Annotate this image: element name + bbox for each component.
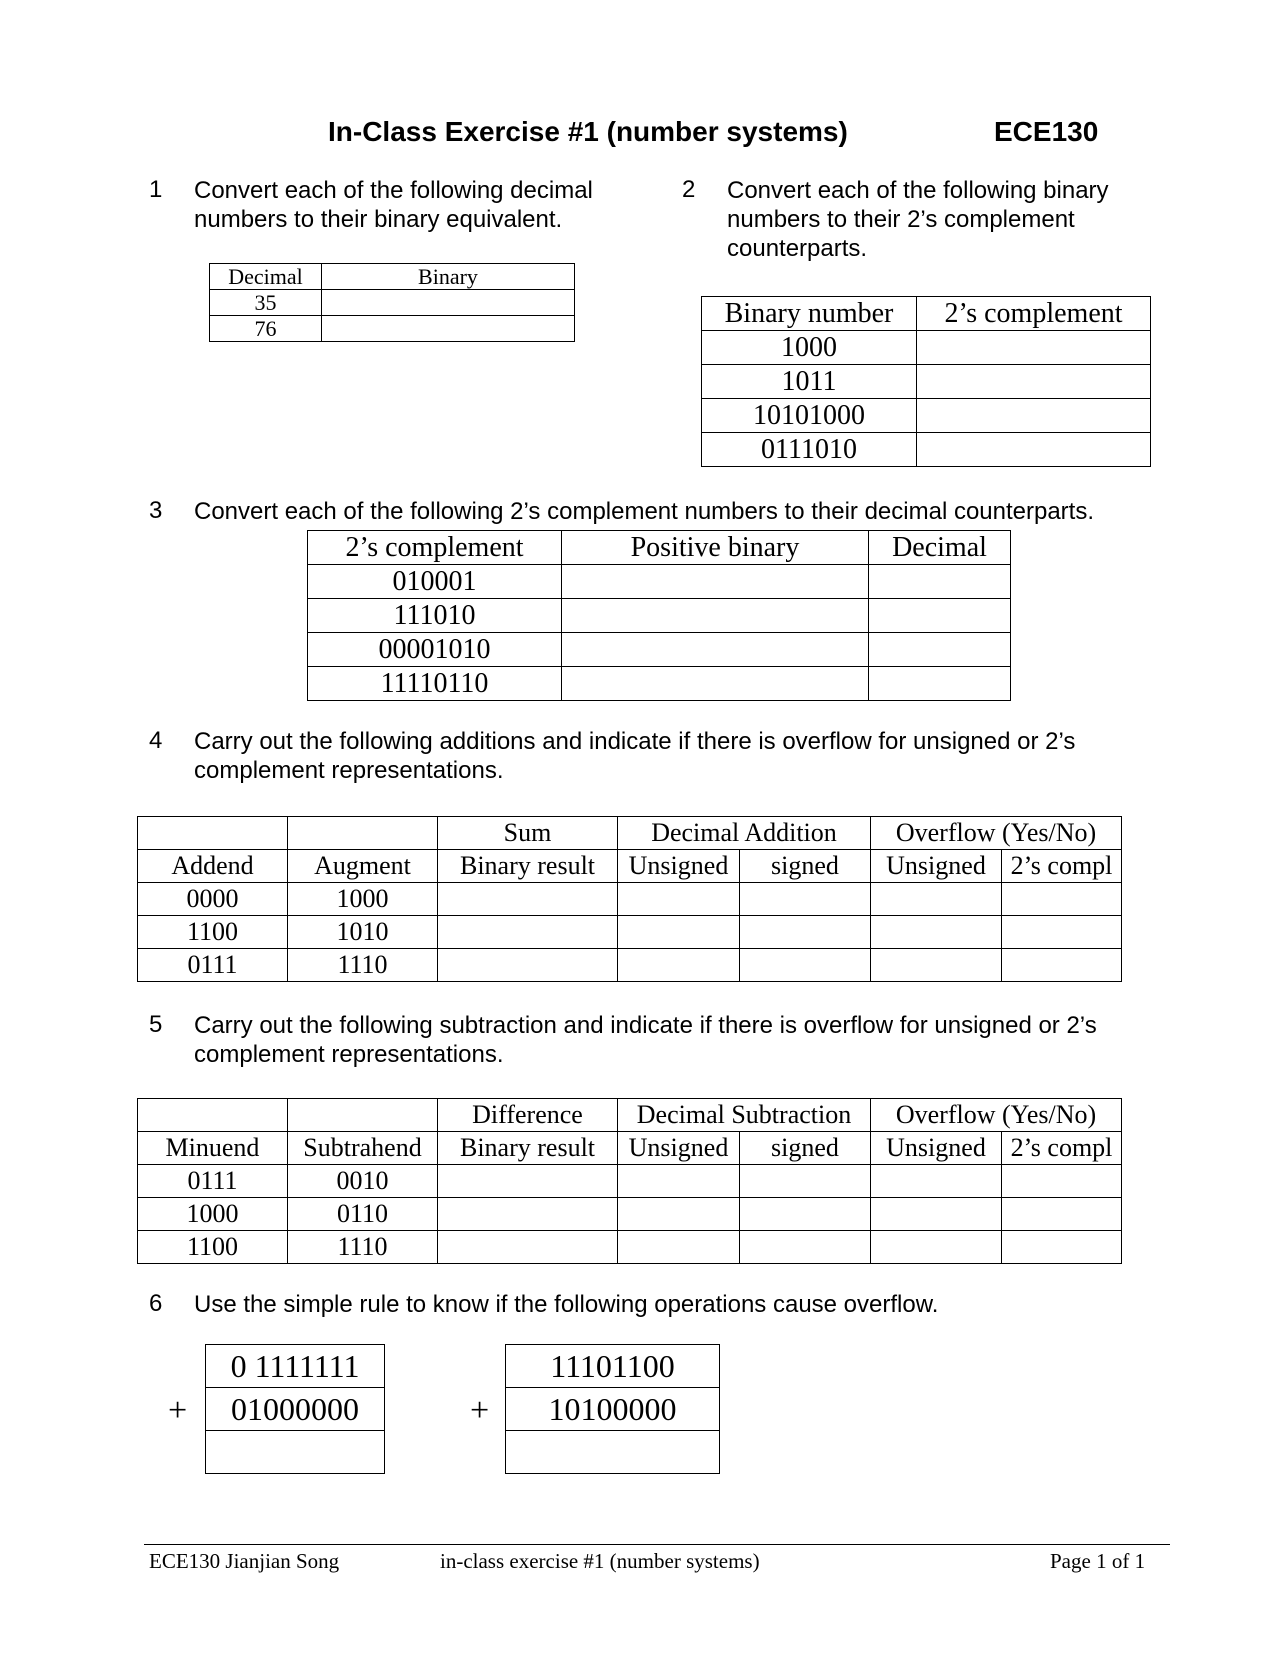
answer-cell[interactable]: [1002, 1231, 1122, 1264]
footer-title: in-class exercise #1 (number systems): [440, 1549, 760, 1573]
answer-cell[interactable]: [740, 883, 871, 916]
answer-cell[interactable]: [618, 916, 740, 949]
answer-cell[interactable]: [438, 916, 618, 949]
table-row: [308, 633, 1011, 667]
table-header: Binary result: [438, 1132, 618, 1165]
table-header: 2’s compl: [1002, 850, 1122, 883]
table-header: Overflow (Yes/No): [871, 817, 1122, 850]
table-cell: 35: [210, 290, 322, 316]
table-header: Decimal: [210, 264, 322, 290]
answer-cell[interactable]: [917, 399, 1151, 433]
answer-cell[interactable]: [618, 883, 740, 916]
answer-cell[interactable]: [740, 949, 871, 982]
table-cell: 1110: [288, 949, 438, 982]
table-header: [288, 817, 438, 850]
answer-cell[interactable]: [562, 667, 869, 701]
operand-row: [206, 1345, 385, 1388]
table-header: Decimal Addition: [618, 817, 871, 850]
operand-a: 11101100: [506, 1345, 720, 1388]
answer-cell[interactable]: [871, 883, 1002, 916]
table-cell: 76: [210, 316, 322, 342]
result-cell[interactable]: [206, 1431, 385, 1474]
table-cell: 0010: [288, 1165, 438, 1198]
addition-table: [137, 816, 1122, 982]
operand-row: [506, 1388, 720, 1431]
table-header: Binary number: [702, 297, 917, 331]
result-row: [506, 1431, 720, 1474]
table-row: [138, 949, 1122, 982]
table-header-row: [138, 850, 1122, 883]
answer-cell[interactable]: [871, 1198, 1002, 1231]
answer-cell[interactable]: [322, 290, 575, 316]
answer-cell[interactable]: [869, 667, 1011, 701]
answer-cell[interactable]: [438, 883, 618, 916]
answer-cell[interactable]: [1002, 949, 1122, 982]
overflow-operation-2: [505, 1344, 720, 1474]
table-header: Decimal: [869, 531, 1011, 565]
answer-cell[interactable]: [871, 1231, 1002, 1264]
answer-cell[interactable]: [740, 1198, 871, 1231]
answer-cell[interactable]: [871, 916, 1002, 949]
answer-cell[interactable]: [1002, 916, 1122, 949]
answer-cell[interactable]: [322, 316, 575, 342]
table-cell: 0111: [138, 1165, 288, 1198]
table-row: [138, 883, 1122, 916]
table-row: [702, 433, 1151, 467]
answer-cell[interactable]: [869, 599, 1011, 633]
answer-cell[interactable]: [562, 633, 869, 667]
table-header-row: [308, 531, 1011, 565]
table-cell: 0111010: [702, 433, 917, 467]
table-row: [702, 331, 1151, 365]
plus-sign: +: [470, 1392, 490, 1429]
table-row: [308, 599, 1011, 633]
table-header: [288, 1099, 438, 1132]
overflow-operation-1: [205, 1344, 385, 1474]
question-text: Convert each of the following binary numbers to their 2’s complement counterparts.: [727, 177, 1109, 262]
answer-cell[interactable]: [740, 1231, 871, 1264]
table-row: [138, 1231, 1122, 1264]
course-code: ECE130: [994, 116, 1099, 147]
answer-cell[interactable]: [917, 365, 1151, 399]
table-cell: 0111: [138, 949, 288, 982]
operand-b: 10100000: [506, 1388, 720, 1431]
operand-row: [506, 1345, 720, 1388]
table-header: 2’s compl: [1002, 1132, 1122, 1165]
page-title: In-Class Exercise #1 (number systems): [328, 116, 848, 147]
question-text: Convert each of the following 2’s complement numbers to their decimal counterparts.: [194, 498, 1095, 525]
answer-cell[interactable]: [871, 949, 1002, 982]
table-cell: 1110: [288, 1231, 438, 1264]
twos-complement-table: [701, 296, 1151, 467]
table-row: [308, 667, 1011, 701]
answer-cell[interactable]: [618, 1231, 740, 1264]
table-header: Addend: [138, 850, 288, 883]
decimal-binary-table: [209, 263, 575, 342]
table-header: signed: [740, 1132, 871, 1165]
table-header: Sum: [438, 817, 618, 850]
table-cell: 1010: [288, 916, 438, 949]
table-row: [138, 916, 1122, 949]
footer-divider: [144, 1544, 1170, 1545]
table-row: [702, 365, 1151, 399]
answer-cell[interactable]: [618, 1165, 740, 1198]
answer-cell[interactable]: [618, 949, 740, 982]
answer-cell[interactable]: [1002, 1198, 1122, 1231]
table-header: [138, 817, 288, 850]
question-number: 4: [149, 727, 163, 754]
question-text: Use the simple rule to know if the following operations cause overflow.: [194, 1291, 939, 1318]
answer-cell[interactable]: [871, 1165, 1002, 1198]
question-number: 5: [149, 1011, 163, 1038]
answer-cell[interactable]: [1002, 883, 1122, 916]
table-header: Difference: [438, 1099, 618, 1132]
table-cell: 1000: [138, 1198, 288, 1231]
result-row: [206, 1431, 385, 1474]
table-row: [138, 1165, 1122, 1198]
table-cell: 11110110: [308, 667, 562, 701]
question-number: 1: [149, 176, 163, 203]
answer-cell[interactable]: [438, 949, 618, 982]
table-cell: 00001010: [308, 633, 562, 667]
table-cell: 1100: [138, 916, 288, 949]
table-header: Unsigned: [871, 1132, 1002, 1165]
table-header: Positive binary: [562, 531, 869, 565]
question-number: 6: [149, 1290, 163, 1317]
table-cell: 111010: [308, 599, 562, 633]
table-header: Unsigned: [871, 850, 1002, 883]
question-text: Convert each of the following decimal numbers to their binary equivalent.: [194, 177, 593, 233]
footer-page-number: Page 1 of 1: [1050, 1549, 1146, 1573]
answer-cell[interactable]: [562, 599, 869, 633]
answer-cell[interactable]: [869, 633, 1011, 667]
subtraction-table: [137, 1098, 1122, 1264]
table-cell: 0110: [288, 1198, 438, 1231]
footer-author: ECE130 Jianjian Song: [149, 1549, 340, 1573]
table-cell: 1000: [288, 883, 438, 916]
table-header: Binary: [322, 264, 575, 290]
operand-b: 01000000: [206, 1388, 385, 1431]
table-cell: 1100: [138, 1231, 288, 1264]
table-header: 2’s complement: [917, 297, 1151, 331]
table-header: Minuend: [138, 1132, 288, 1165]
table-row: [210, 290, 575, 316]
table-group-header-row: [138, 1099, 1122, 1132]
answer-cell[interactable]: [438, 1165, 618, 1198]
operand-a: 0 1111111: [206, 1345, 385, 1388]
table-row: [308, 565, 1011, 599]
table-header: Binary result: [438, 850, 618, 883]
table-header: Augment: [288, 850, 438, 883]
answer-cell[interactable]: [562, 565, 869, 599]
table-row: [210, 316, 575, 342]
table-cell: 010001: [308, 565, 562, 599]
table-header-row: [138, 1132, 1122, 1165]
answer-cell[interactable]: [917, 331, 1151, 365]
table-header: 2’s complement: [308, 531, 562, 565]
question-number: 2: [682, 176, 696, 203]
answer-cell[interactable]: [917, 433, 1151, 467]
table-header: Decimal Subtraction: [618, 1099, 871, 1132]
table-cell: 1000: [702, 331, 917, 365]
answer-cell[interactable]: [869, 565, 1011, 599]
answer-cell[interactable]: [740, 1165, 871, 1198]
answer-cell[interactable]: [438, 1198, 618, 1231]
table-header: Unsigned: [618, 850, 740, 883]
answer-cell[interactable]: [438, 1231, 618, 1264]
question-text: Carry out the following additions and indicate if there is overflow for unsigned or 2’s complement representations.: [194, 728, 1076, 784]
table-header: Subtrahend: [288, 1132, 438, 1165]
twos-to-decimal-table: [307, 530, 1011, 701]
answer-cell[interactable]: [618, 1198, 740, 1231]
table-header-row: [702, 297, 1151, 331]
table-cell: 10101000: [702, 399, 917, 433]
table-row: [702, 399, 1151, 433]
table-cell: 0000: [138, 883, 288, 916]
answer-cell[interactable]: [1002, 1165, 1122, 1198]
question-text: Carry out the following subtraction and indicate if there is overflow for unsigned or 2’s complement representations.: [194, 1012, 1097, 1068]
question-number: 3: [149, 497, 163, 524]
table-cell: 1011: [702, 365, 917, 399]
table-header: Overflow (Yes/No): [871, 1099, 1122, 1132]
operand-row: [206, 1388, 385, 1431]
result-cell[interactable]: [506, 1431, 720, 1474]
table-header-row: [210, 264, 575, 290]
answer-cell[interactable]: [740, 916, 871, 949]
table-header: signed: [740, 850, 871, 883]
plus-sign: +: [168, 1392, 188, 1429]
table-group-header-row: [138, 817, 1122, 850]
table-header: Unsigned: [618, 1132, 740, 1165]
table-row: [138, 1198, 1122, 1231]
table-header: [138, 1099, 288, 1132]
